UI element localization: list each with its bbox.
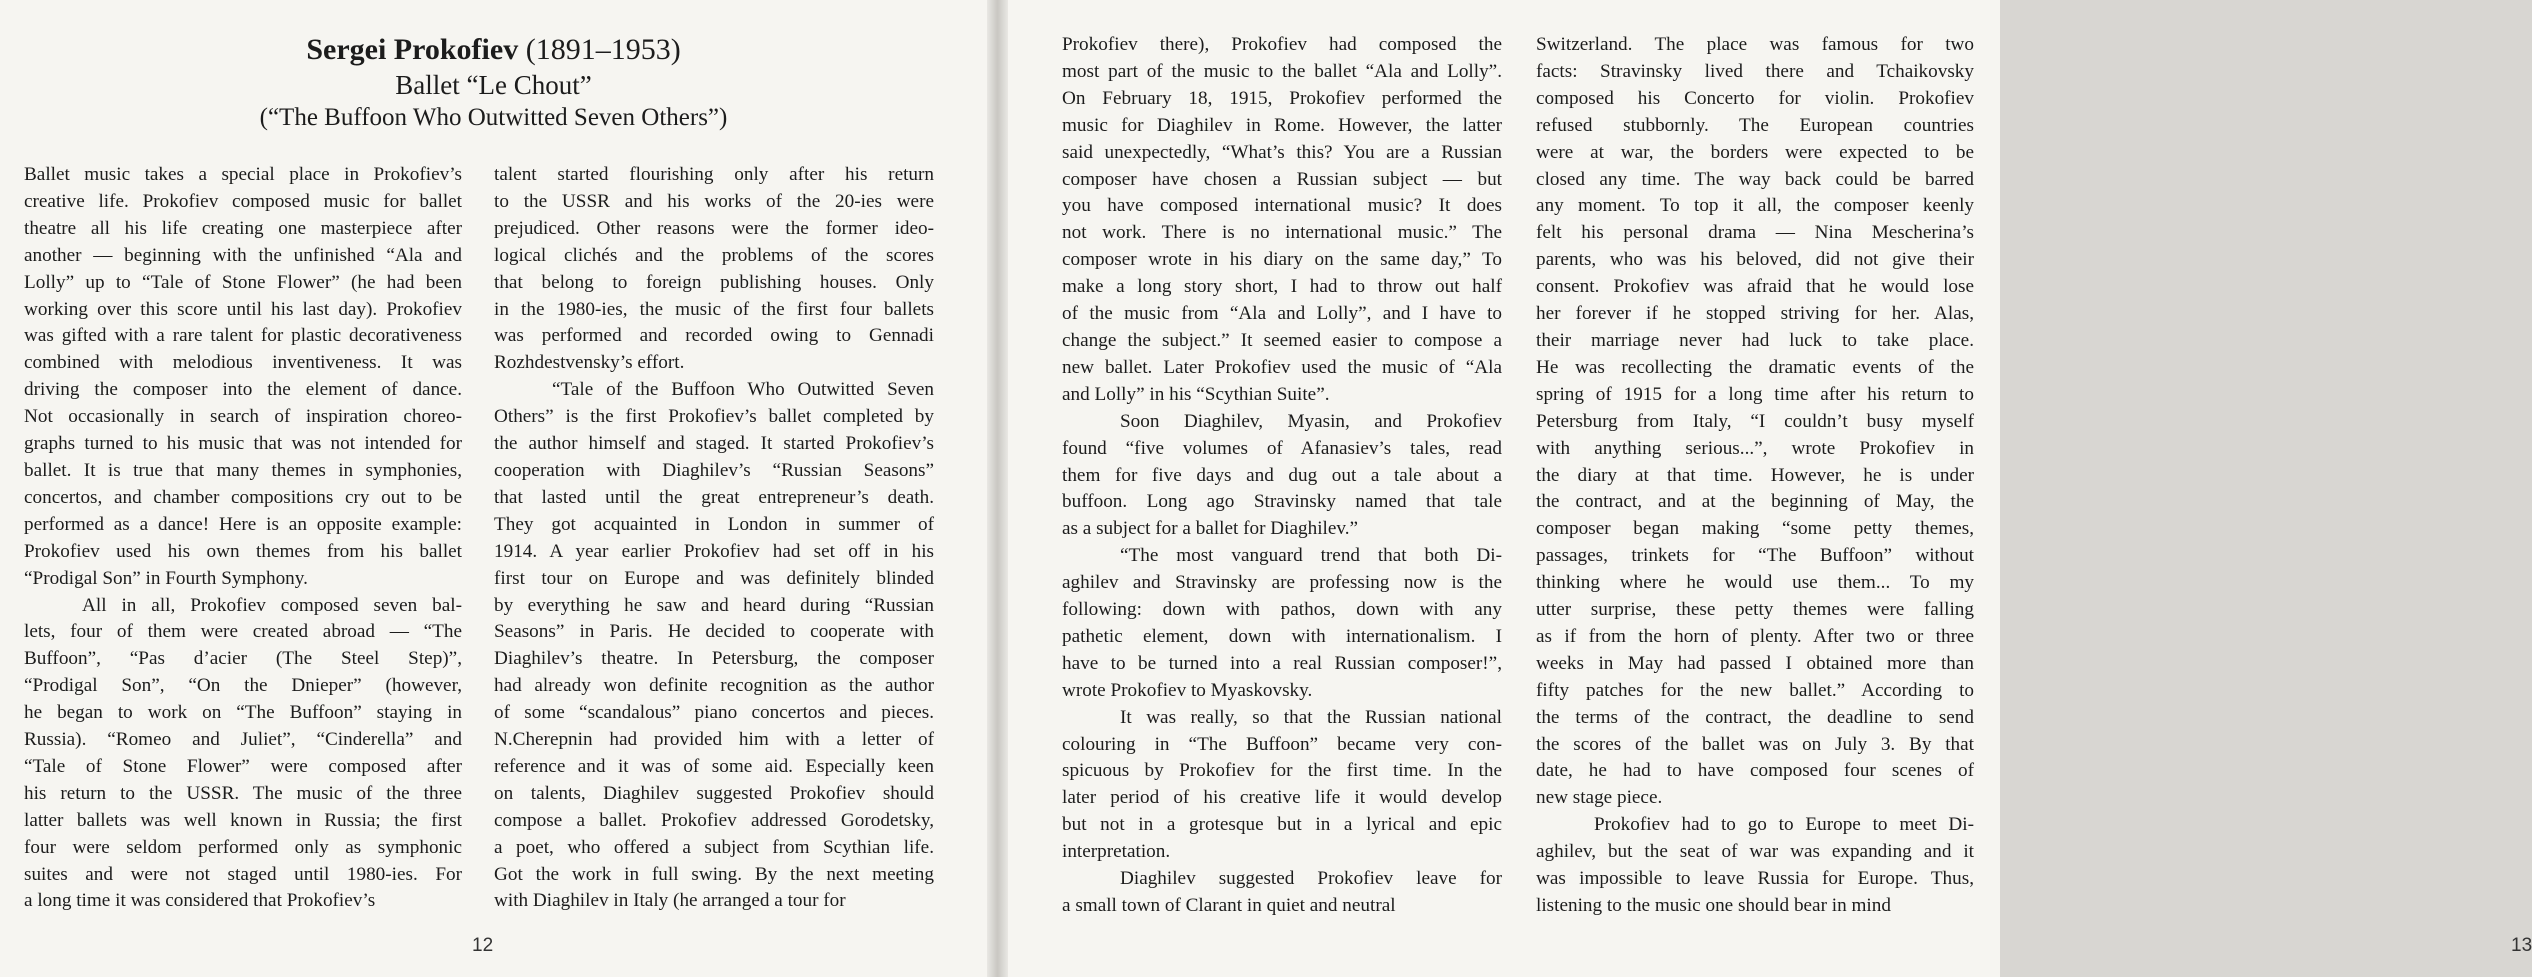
text-line: talent started flourishing only after his return [494,164,934,185]
text-line: music for Diaghilev in Rome. However, the latter [1062,114,1502,136]
text-line: refused stubbornly. The European countries [1536,114,1974,136]
text-line: but not in a grotesque but in a lyrical and epic [1062,814,1502,836]
text-line: fifty patches for the new ballet.” According to [1536,679,1974,701]
text-line: said unexpectedly, “What’s this? You are a Russian [1062,141,1502,163]
text-line: Ballet music takes a special place in Prokofiev’s [24,164,462,185]
text-line: Prokofiev had to go to Europe to meet Di- [1594,814,1974,836]
text-line: spicuous by Prokofiev for the first time. In the [1062,760,1502,782]
page-number-left: 12 [472,935,494,956]
composer-name: Sergei Prokofiev [306,33,519,66]
text-line: Got the work in full swing. By the next meeting [494,863,934,885]
text-line: driving the composer into the element of dance. [24,379,462,401]
text-line: composed his Concerto for violin. Prokofiev [1536,87,1974,109]
text-line: with anything serious...”, wrote Prokofiev in [1536,437,1974,459]
text-line: Soon Diaghilev, Myasin, and Prokofiev [1120,410,1502,432]
text-line: suites and were not staged until 1980-ies. For [24,863,462,885]
text-line: wrote Prokofiev to Myaskovsky. [1062,679,1313,701]
text-line: felt his personal drama — Nina Mescherina’s [1536,222,1974,244]
text-line: that belong to foreign publishing houses. Only [494,271,934,293]
text-line: composer have chosen a Russian subject — but [1062,168,1502,190]
text-line: date, he had to have composed four scenes of [1536,760,1974,782]
article-heading [0,32,987,134]
text-line: had already won definite recognition as the author [494,675,934,697]
text-line: buffoon. Long ago Stravinsky named that tale [1062,491,1502,513]
text-line: Rozhdestvensky’s effort. [494,352,685,374]
text-line: “Prodigal Son”, “On the Dnieper” (however, [24,675,462,697]
text-line: the contract, and at the beginning of May, the [1536,491,1974,513]
text-line: four were seldom performed only as symphonic [24,836,462,858]
text-line: All in all, Prokofiev composed seven bal- [82,594,462,616]
text-line: them for five days and dug out a tale about a [1062,464,1502,486]
text-line: in the 1980-ies, the music of the first four ballets [494,298,934,320]
text-line: his return to the USSR. The music of the three [24,782,462,804]
text-line: was impossible to leave Russia for Europe. Thus, [1536,868,1974,890]
text-line: interpretation. [1062,841,1171,863]
text-line: He was recollecting the dramatic events of the [1536,356,1974,378]
text-line: They got acquainted in London in summer of [494,513,934,535]
text-line: consent. Prokofiev was afraid that he would lose [1536,276,1974,298]
text-line: spring of 1915 for a long time after his return to [1536,383,1974,405]
text-line: Buffoon”, “Pas d’acier (The Steel Step)”, [24,648,462,670]
text-line: parents, who was his beloved, did not give their [1536,249,1974,271]
text-line: with Diaghilev in Italy (he arranged a tour for [494,890,846,912]
text-line: he began to work on “The Buffoon” staying in [24,702,462,724]
text-line: of the music from “Ala and Lolly”, and I have to [1062,303,1502,325]
text-line: pathetic element, down with internationalism. I [1062,625,1502,647]
text-line: most part of the music to the ballet “Ala and Lolly”. [1062,60,1502,82]
text-line: colouring in “The Buffoon” became very con- [1062,733,1502,755]
text-line: first tour on Europe and was definitely blinded [494,567,934,589]
text-line: concertos, and chamber compositions cry out to be [24,486,462,508]
text-line: a poet, who offered a subject from Scythian life. [494,836,934,858]
text-line: Others” is the first Prokofiev’s ballet completed by [494,406,934,428]
text-line: cooperation with Diaghilev’s “Russian Seasons” [494,459,934,481]
text-line: “Prodigal Son” in Fourth Symphony. [24,567,308,589]
text-line: creative life. Prokofiev composed music for ballet [24,190,462,212]
text-line: to the USSR and his works of the 20-ies were [494,190,934,212]
text-column-3 [1062,32,1502,920]
text-line: listening to the music one should bear in mind [1536,895,1891,916]
text-line: new ballet. Later Prokofiev used the music of “Ala [1062,356,1502,378]
text-line: theatre all his life creating one masterpiece after [24,217,462,239]
text-line: the author himself and staged. It started Prokofiev’s [494,433,934,455]
text-line: lets, four of them were created abroad — “The [24,621,462,643]
text-line: and Lolly” in his “Scythian Suite”. [1062,383,1330,405]
text-line: Diaghilev suggested Prokofiev leave for [1120,868,1502,890]
text-line: change the subject.” It seemed easier to compose a [1062,329,1502,351]
text-line: Diaghilev’s theatre. In Petersburg, the composer [494,648,934,670]
text-line: was gifted with a rare talent for plastic decorativeness [24,325,462,347]
text-line: On February 18, 1915, Prokofiev performed the [1062,87,1502,109]
text-line: performed as a dance! Here is an opposite example: [24,513,462,535]
text-line: of some “scandalous” piano concertos and pieces. [494,702,934,724]
text-line: reference and it was of some aid. Especially keen [494,755,934,777]
text-line: closed any time. The way back could be barred [1536,168,1974,190]
text-column-4 [1536,32,1974,920]
text-line: that lasted until the great entrepreneur’s death. [494,486,934,508]
text-line: were at war, the borders were expected to be [1536,141,1974,163]
text-line: Seasons” in Paris. He decided to cooperate with [494,621,934,643]
text-line: Russia). “Romeo and Juliet”, “Cinderella” and [24,729,462,751]
text-line: combined with melodious inventiveness. It was [24,352,462,374]
text-line: Petersburg from Italy, “I couldn’t busy myself [1536,410,1974,432]
text-line: have to be turned into a real Russian composer!”, [1062,652,1502,674]
text-line: you have composed international music? It does [1062,195,1502,217]
ballet-title: Ballet “Le Chout” [395,70,592,100]
text-line: a long time it was considered that Prokofiev’s [24,890,376,912]
text-line: logical clichés and the problems of the scores [494,244,934,266]
composer-years: (1891–1953) [525,33,681,66]
text-line: “Tale of the Buffoon Who Outwitted Seven [552,379,934,401]
ballet-subtitle: (“The Buffoon Who Outwitted Seven Others”) [259,104,728,131]
text-line: by everything he saw and heard during “Russian [494,594,934,616]
text-line: another — beginning with the unfinished “Ala and [24,244,462,266]
text-line: as if from the horn of plenty. After two or three [1536,625,1974,647]
text-line: composer wrote in his diary on the same day,” To [1062,249,1502,271]
text-line: compose a ballet. Prokofiev addressed Gorodetsky, [494,809,934,831]
text-line: working over this score until his last day). Prokofiev [24,298,462,320]
text-line: utter surprise, these petty themes were falling [1536,599,1974,621]
text-line: Prokofiev there), Prokofiev had composed the [1062,34,1502,55]
text-line: as a subject for a ballet for Diaghilev.” [1062,518,1359,540]
text-line: weeks in May had passed I obtained more than [1536,652,1974,674]
text-line: Prokofiev used his own themes from his ballet [24,540,462,562]
text-line: found “five volumes of Afanasiev’s tales, read [1062,437,1502,459]
text-line: not work. There is no international music.” The [1062,222,1502,244]
text-line: any moment. To top it all, the composer keenly [1536,195,1974,217]
text-line: a small town of Clarant in quiet and neutral [1062,895,1396,916]
text-line: N.Cherepnin had provided him with a letter of [494,729,934,751]
text-line: composer began making “some petty themes, [1536,518,1974,540]
text-line: on talents, Diaghilev suggested Prokofiev should [494,782,934,804]
text-line: passages, trinkets for “The Buffoon” without [1536,545,1974,567]
book-gutter [987,0,1008,977]
text-line: ballet. It is true that many themes in symphonies, [24,459,462,481]
text-line: following: down with pathos, down with any [1062,599,1502,621]
left-page [0,0,987,977]
page-number-right: 13 [2511,935,2532,956]
text-line: 1914. A year earlier Prokofiev had set off in his [494,540,934,562]
text-line: the terms of the contract, the deadline to send [1536,706,1974,728]
text-line: Not occasionally in search of inspiration choreo- [24,406,462,428]
text-line: later period of his creative life it would develop [1062,787,1502,809]
text-line: It was really, so that the Russian national [1120,706,1502,728]
text-line: Switzerland. The place was famous for two [1536,34,1974,55]
text-line: Lolly” up to “Tale of Stone Flower” (he had been [24,271,462,293]
text-line: latter ballets was well known in Russia; the first [24,809,462,831]
text-line: new stage piece. [1536,787,1663,809]
text-line: thinking where he would use them... To my [1536,572,1974,594]
heading-title-line [0,32,987,68]
text-column-1 [24,162,462,915]
text-line: aghilev and Stravinsky are professing now is the [1062,572,1502,594]
text-line: make a long story short, I had to throw out half [1062,276,1502,298]
text-line: aghilev, but the seat of war was expanding and it [1536,841,1974,863]
text-line: “Tale of Stone Flower” were composed after [24,755,462,777]
text-line: graphs turned to his music that was not intended for [24,433,462,455]
text-line: her forever if he stopped striving for her. Alas, [1536,303,1974,325]
text-line: prejudiced. Other reasons were the former ideo- [494,217,934,239]
text-line: the scores of the ballet was on July 3. By that [1536,733,1974,755]
text-line: facts: Stravinsky lived there and Tchaikovsky [1536,60,1974,82]
text-line: the diary at that time. However, he is under [1536,464,1974,486]
text-line: was performed and recorded owing to Gennadi [494,325,934,347]
text-line: their marriage never had luck to take place. [1536,329,1974,351]
text-column-2 [494,162,934,915]
text-line: “The most vanguard trend that both Di- [1120,545,1502,567]
